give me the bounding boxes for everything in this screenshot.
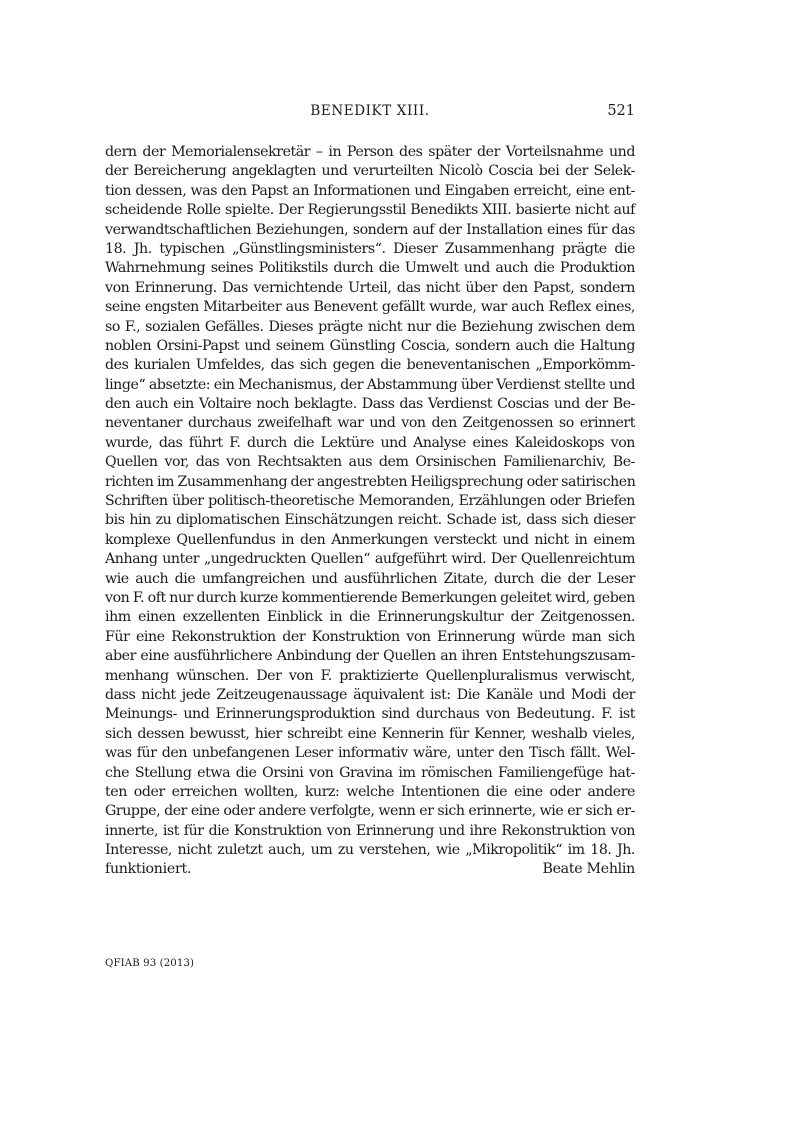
- text-line: noblen Orsini-Papst und seinem Günstling Coscia, sondern auch die Haltung: [105, 337, 635, 354]
- text-line: der Bereicherung angeklagten und verurteilten Nicolò Coscia bei der Selek-: [105, 163, 635, 180]
- text-line: dass nicht jede Zeitzeugenaussage äquivalent ist: Die Kanäle und Modi der: [105, 686, 635, 703]
- text-line: seine engsten Mitarbeiter aus Benevent gefällt wurde, war auch Reflex eines,: [105, 299, 635, 316]
- text-line: richten im Zusammenhang der angestrebten Heiligsprechung oder satirischen: [105, 473, 636, 490]
- text-line: 18. Jh. typischen „Günstlingsministers“. Dieser Zusammenhang prägte die: [105, 240, 635, 257]
- text-line: Meinungs- und Erinnerungsproduktion sind durchaus von Bedeutung. F. ist: [105, 706, 635, 723]
- text-line: Wahrnehmung seines Politikstils durch die Umwelt und auch die Produktion: [105, 260, 635, 277]
- text-line: verwandtschaftlichen Beziehungen, sondern auf der Installation eines für das: [105, 221, 635, 238]
- text-line: tion dessen, was den Papst an Informationen und Eingaben erreicht, eine ent-: [105, 182, 635, 199]
- text-line: komplexe Quellenfundus in den Anmerkungen versteckt und nicht in einem: [105, 531, 635, 548]
- text-line: wurde, das führt F. durch die Lektüre und Analyse eines Kaleidoskops von: [105, 434, 635, 451]
- text-line: von Erinnerung. Das vernichtende Urteil, das nicht über den Papst, sondern: [105, 279, 635, 296]
- text-line: so F., sozialen Gefälles. Dieses prägte nicht nur die Beziehung zwischen dem: [105, 318, 635, 335]
- page-header: [105, 103, 635, 123]
- text-line: bis hin zu diplomatischen Einschätzungen reicht. Schade ist, dass sich dieser: [105, 512, 635, 529]
- running-head: BENEDIKT XIII.: [310, 103, 430, 119]
- text-line: Anhang unter „ungedruckten Quellen“ aufgeführt wird. Der Quellenreichtum: [105, 551, 635, 568]
- journal-citation: QFIAB 93 (2013): [105, 958, 195, 969]
- text-line: Interesse, nicht zuletzt auch, um zu verstehen, wie „Mikropolitik“ im 18. Jh.: [105, 842, 635, 859]
- review-author: Beate Mehlin: [542, 861, 635, 878]
- text-line: aber eine ausführlichere Anbindung der Quellen an ihren Entstehungszusam-: [105, 648, 635, 665]
- closing-line: [105, 860, 635, 879]
- page-number: 521: [607, 103, 635, 119]
- review-text: [105, 143, 635, 880]
- text-line: ihm einen exzellenten Einblick in die Erinnerungskultur der Zeitgenossen.: [105, 609, 635, 626]
- closing-text: funktioniert.: [105, 861, 192, 878]
- text-line: Für eine Rekonstruktion der Konstruktion von Erinnerung würde man sich: [105, 628, 635, 645]
- text-line: des kurialen Umfeldes, das sich gegen die beneventanischen „Emporkömm-: [105, 357, 635, 374]
- text-line: linge“ absetzte: ein Mechanismus, der Abstammung über Verdienst stellte und: [105, 376, 635, 393]
- text-line: innerte, ist für die Konstruktion von Erinnerung und ihre Rekonstruktion von: [105, 822, 635, 839]
- text-line: was für den unbefangenen Leser informativ wäre, unter den Tisch fällt. Wel-: [105, 745, 635, 762]
- text-line: scheidende Rolle spielte. Der Regierungsstil Benedikts XIII. basierte nicht auf: [105, 202, 635, 219]
- text-line: den auch ein Voltaire noch beklagte. Dass das Verdienst Coscias und der Be-: [105, 396, 635, 413]
- text-line: ten oder erreichen wollten, kurz: welche Intentionen die eine oder andere: [105, 783, 635, 800]
- text-line: dern der Memorialensekretär – in Person des später der Vorteilsnahme und: [105, 144, 635, 160]
- text-line: wie auch die umfangreichen und ausführlichen Zitate, durch die der Leser: [105, 570, 635, 587]
- text-line: von F. oft nur durch kurze kommentierende Bemerkungen geleitet wird, geben: [105, 589, 635, 606]
- text-line: menhang wünschen. Der von F. praktizierte Quellenpluralismus verwischt,: [105, 667, 635, 684]
- text-line: sich dessen bewusst, hier schreibt eine Kennerin für Kenner, weshalb vieles,: [105, 725, 635, 742]
- text-line: Quellen vor, das von Rechtsakten aus dem Orsinischen Familienarchiv, Be-: [105, 454, 635, 471]
- text-lines: [105, 143, 635, 860]
- text-line: che Stellung etwa die Orsini von Gravina im römischen Familiengefüge hat-: [105, 764, 635, 781]
- text-line: Schriften über politisch-theoretische Memoranden, Erzählungen oder Briefen: [105, 493, 635, 510]
- text-line: Gruppe, der eine oder andere verfolgte, wenn er sich erinnerte, wie er sich er-: [105, 803, 635, 820]
- text-line: neventaner durchaus zweifelhaft war und von den Zeitgenossen so erinnert: [105, 415, 635, 432]
